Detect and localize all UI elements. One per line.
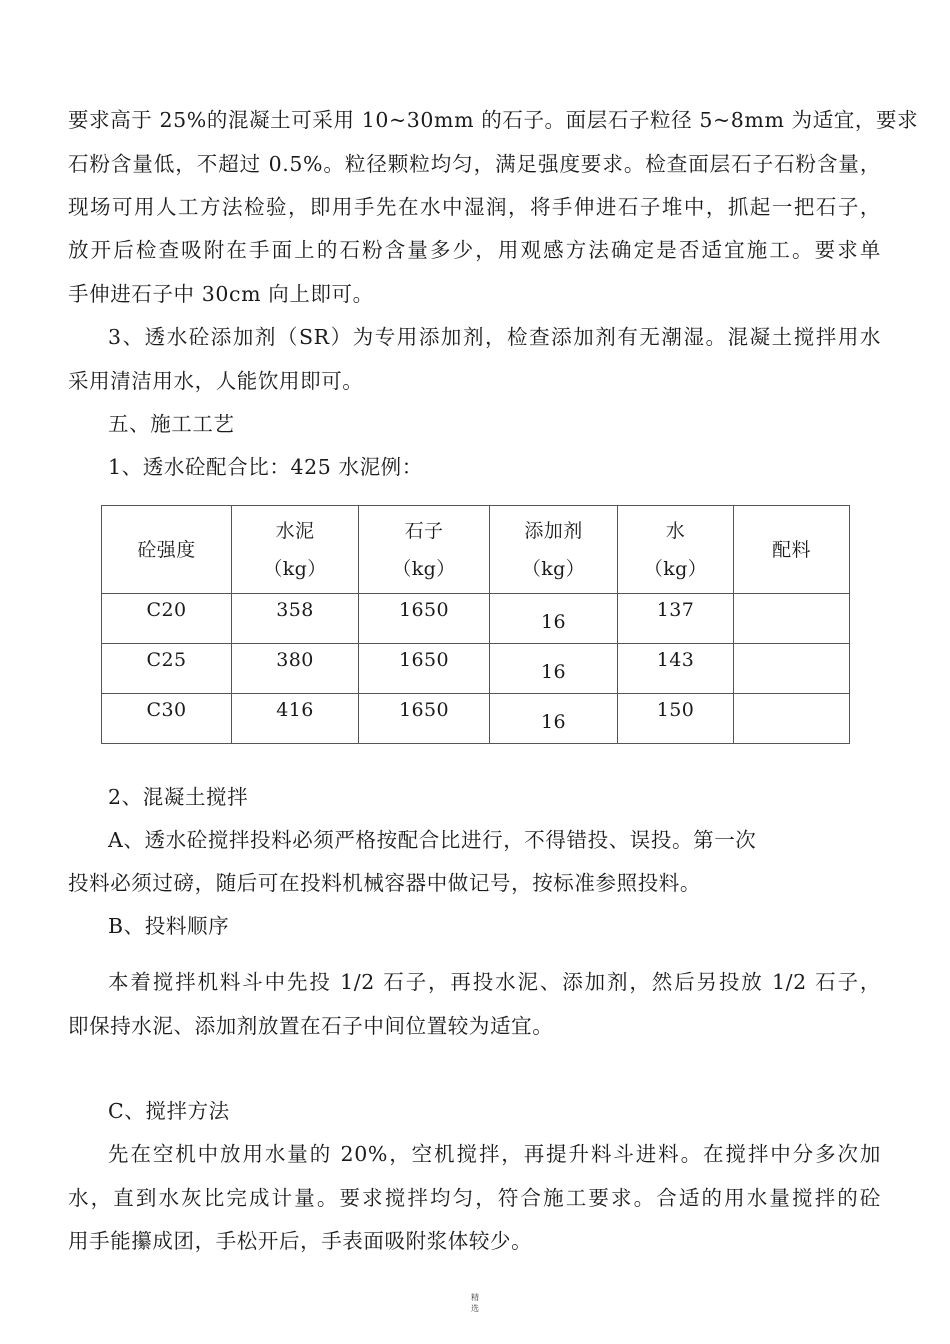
paragraph-line: 先在空机中放用水量的 20%，空机搅拌，再提升料斗进料。在搅拌中分多次加 — [108, 1142, 881, 1166]
paragraph-line: 用手能攥成团，手松开后，手表面吸附浆体较少。 — [68, 1229, 533, 1253]
paragraph-line: 现场可用人工方法检验，即用手先在水中湿润，将手伸进石子堆中，抓起一把石子， — [68, 195, 881, 219]
cell-grade: C20 — [102, 594, 232, 644]
paragraph-line: 3、透水砼添加剂（SR）为专用添加剂，检查添加剂有无潮湿。混凝土搅拌用水 — [108, 325, 881, 349]
cell-cement: 358 — [232, 594, 359, 644]
paragraph-line: 投料必须过磅，随后可在投料机械容器中做记号，按标准参照投料。 — [68, 871, 701, 895]
mix-ratio-heading: 1、透水砼配合比：425 水泥例： — [108, 455, 423, 479]
cell-water: 137 — [618, 594, 734, 644]
cell-water: 143 — [618, 644, 734, 694]
cell-additive: 16 — [490, 644, 618, 694]
cell-additive: 16 — [490, 594, 618, 644]
table-row — [102, 594, 850, 644]
paragraph-line: 水，直到水灰比完成计量。要求搅拌均匀，符合施工要求。合适的用水量搅拌的砼 — [68, 1186, 881, 1210]
cell-mix — [734, 694, 850, 744]
cell-grade: C30 — [102, 694, 232, 744]
paragraph-line: 采用清洁用水，人能饮用即可。 — [68, 369, 364, 393]
cell-mix — [734, 644, 850, 694]
paragraph-line: 本着搅拌机料斗中先投 1/2 石子，再投水泥、添加剂，然后另投放 1/2 石子， — [108, 970, 881, 994]
table-row — [102, 694, 850, 744]
cell-stone: 1650 — [359, 594, 490, 644]
cell-grade: C25 — [102, 644, 232, 694]
header-water: 水 （kg） — [618, 506, 734, 594]
paragraph-line: 石粉含量低，不超过 0.5%。粒径颗粒均匀，满足强度要求。检查面层石子石粉含量， — [68, 152, 881, 176]
header-mix: 配料 — [734, 506, 850, 594]
paragraph-line: 放开后检查吸附在手面上的石粉含量多少，用观感方法确定是否适宜施工。要求单 — [68, 238, 881, 262]
cell-mix — [734, 594, 850, 644]
cell-additive: 16 — [490, 694, 618, 744]
header-cement: 水泥 （kg） — [232, 506, 359, 594]
paragraph-line: 要求高于 25%的混凝土可采用 10~30mm 的石子。面层石子粒径 5~8mm 为适宜，要求 — [68, 108, 919, 132]
header-grade: 砼强度 — [102, 506, 232, 594]
table-header-row — [102, 506, 850, 594]
paragraph-line: 手伸进石子中 30cm 向上即可。 — [68, 282, 374, 306]
cell-cement: 416 — [232, 694, 359, 744]
header-additive: 添加剂 （kg） — [490, 506, 618, 594]
table-row — [102, 644, 850, 694]
paragraph-line: A、透水砼搅拌投料必须严格按配合比进行，不得错投、误投。第一次 — [108, 828, 757, 852]
cell-cement: 380 — [232, 644, 359, 694]
cell-stone: 1650 — [359, 694, 490, 744]
cell-stone: 1650 — [359, 644, 490, 694]
page-footer — [462, 1292, 488, 1314]
header-stone: 石子 （kg） — [359, 506, 490, 594]
mix-ratio-table — [101, 505, 850, 744]
mixing-heading: 2、混凝土搅拌 — [108, 785, 249, 809]
section-heading: 五、施工工艺 — [108, 412, 235, 436]
footer-char: 选 — [471, 1304, 479, 1313]
paragraph-line: 即保持水泥、添加剂放置在石子中间位置较为适宜。 — [68, 1014, 554, 1038]
cell-water: 150 — [618, 694, 734, 744]
subsection-heading: B、投料顺序 — [108, 914, 230, 938]
subsection-heading: C、搅拌方法 — [108, 1099, 230, 1123]
footer-char: 精 — [471, 1293, 479, 1302]
